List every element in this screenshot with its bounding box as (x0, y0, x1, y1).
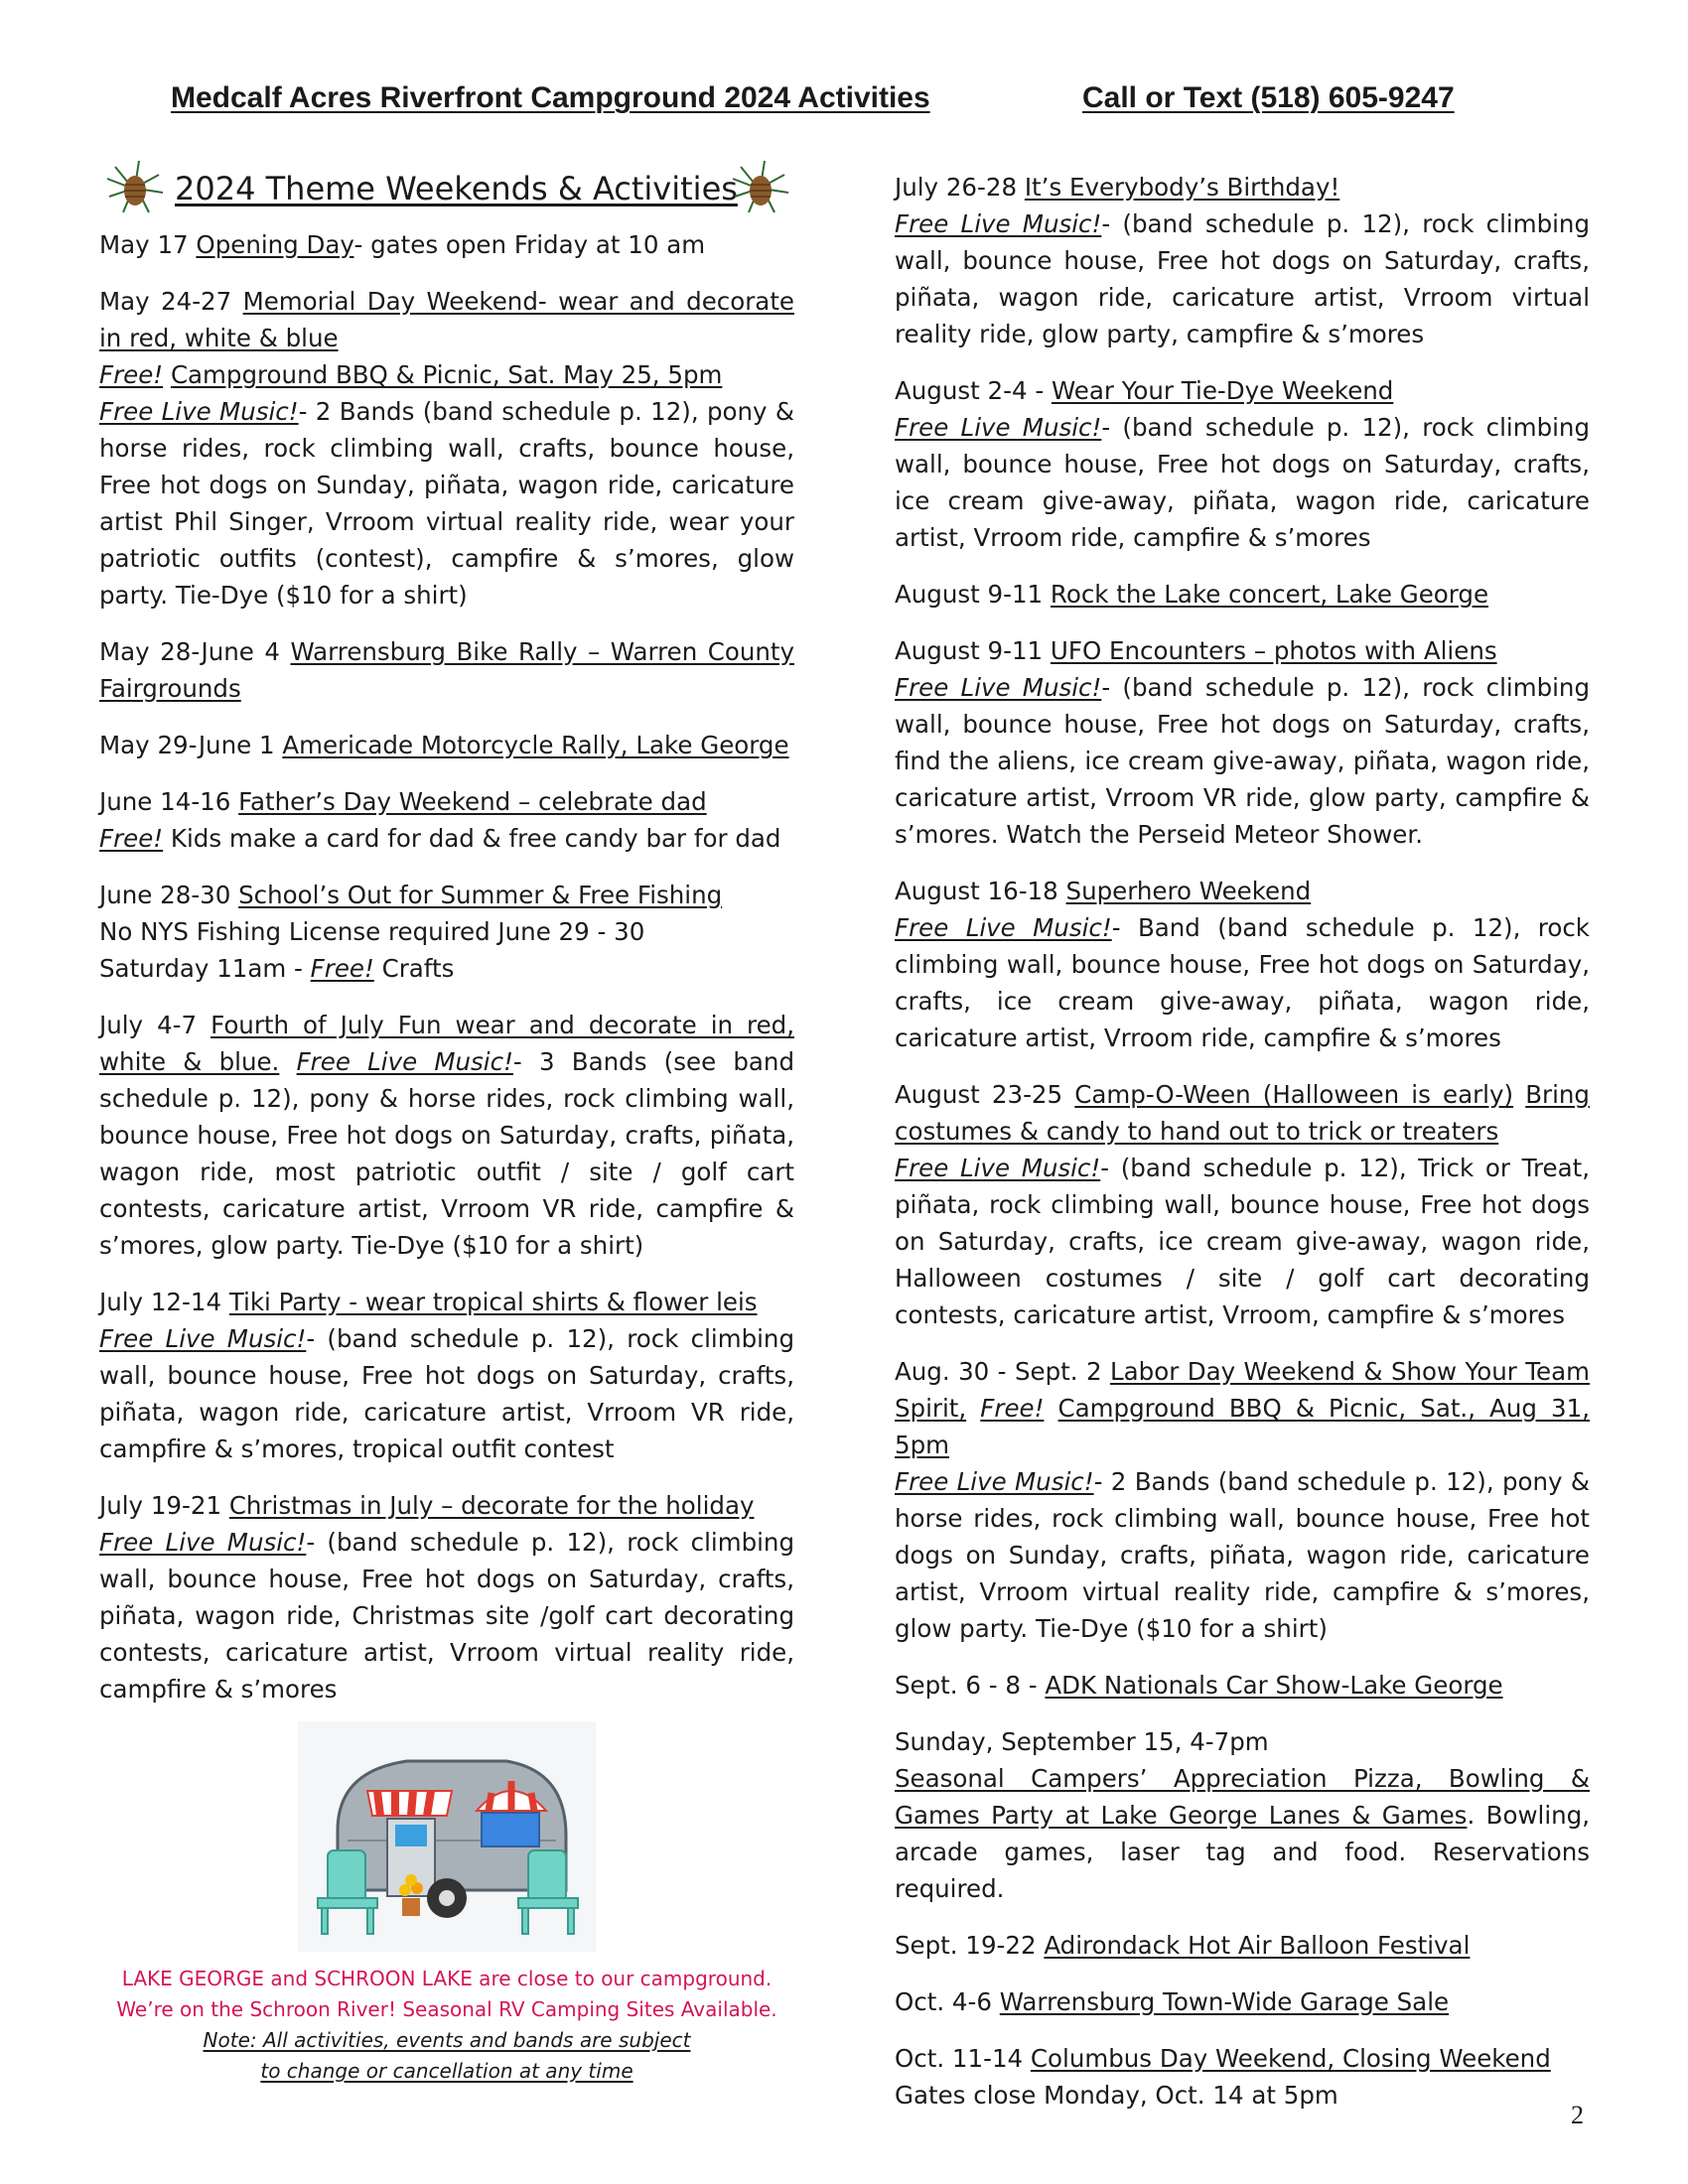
event-text: July 12-14 (99, 1288, 229, 1316)
event-text: July 4-7 (99, 1011, 211, 1039)
event-title: Campground BBQ & Picnic, Sat. May 25, 5pm (170, 360, 723, 389)
event-title: UFO Encounters – photos with Aliens (1050, 636, 1497, 665)
left-column (99, 161, 794, 1727)
event-entry (895, 632, 1590, 853)
event-title: Campground BBQ & Picnic, Sat., Aug 31, 5pm (895, 1394, 1591, 1459)
event-title: Rock the Lake concert, Lake George (1050, 580, 1489, 609)
event-text: Aug. 30 - Sept. 2 (895, 1357, 1111, 1386)
footnote-sites: We’re on the Schroon River! Seasonal RV Camping Sites Available. (116, 1997, 777, 2021)
event-text: May 24-27 (99, 287, 243, 316)
event-title: Opening Day (196, 230, 354, 259)
event-entry (895, 1667, 1590, 1704)
event-text: May 29-June 1 (99, 731, 283, 759)
event-text: August 23-25 (895, 1080, 1075, 1109)
event-entry (99, 1284, 794, 1467)
event-title: Memorial Day Weekend- wear and decorate in red, white & blue (99, 287, 794, 352)
event-text: - (band schedule p. 12), rock climbing wall, bounce house, Free hot dogs on Saturday, crafts, find the aliens, ice cream give-away, piñata, wagon ride, caricature artist, Vrroom VR ride, glow party, campfire & s’mores. Watch the Perseid Meteor Shower. (895, 673, 1591, 849)
event-title: Adirondack Hot Air Balloon Festival (1044, 1931, 1471, 1960)
event-text: - (band schedule p. 12), rock climbing wall, bounce house, Free hot dogs on Saturday, crafts, ice cream give-away, piñata, wagon ride, caricature artist, Vrroom ride, campfire & s’mores (895, 413, 1591, 552)
footnote-note-2: to change or cancellation at any time (260, 2059, 633, 2083)
event-text: July 19-21 (99, 1491, 229, 1520)
free-label: Free Live Music! (99, 1324, 307, 1353)
header-title: Medcalf Acres Riverfront Campground 2024 Activities (171, 81, 930, 114)
event-text: - 2 Bands (band schedule p. 12), pony & horse rides, rock climbing wall, crafts, bounce house, Free hot dogs on Sunday, piñata, wagon ride, caricature artist Phil Singer, Vrroom virtual reality ride, wear your patriotic outfits (contest), campfire & s’mores, glow party. Tie-Dye ($10 for a shirt) (99, 397, 794, 610)
event-text: Oct. 4-6 (895, 1987, 1000, 2016)
free-label: Free! (310, 954, 374, 983)
event-text: Sept. 19-22 (895, 1931, 1045, 1960)
page-number: 2 (1571, 2101, 1584, 2129)
event-entry (99, 226, 794, 263)
event-text: . Bowling, arcade games, laser tag and food. Reservations required. (895, 1801, 1590, 1903)
event-text: May 17 (99, 230, 197, 259)
event-entry (895, 169, 1590, 352)
header-phone: Call or Text (518) 605-9247 (1082, 81, 1455, 114)
camper-trailer-icon (298, 1721, 596, 1952)
free-label: Free Live Music! (99, 1528, 307, 1557)
pinecone-icon (729, 157, 792, 220)
event-text: Oct. 11-14 (895, 2044, 1031, 2073)
event-title: Seasonal Campers’ Appreciation Pizza, Bowling & Games Party at Lake George Lanes & Games (895, 1764, 1590, 1830)
left-entry-list (99, 226, 794, 1707)
event-text: - 3 Bands (see band schedule p. 12), pony & horse rides, rock climbing wall, bounce house, Free hot dogs on Saturday, crafts, piñata, wagon ride, most patriotic outfit / site / golf cart contests, caricature artist, Vrroom VR ride, campfire & s’mores, glow party. Tie-Dye ($10 for a shirt) (99, 1047, 795, 1260)
event-entry (99, 283, 794, 614)
event-entry (99, 877, 794, 987)
free-label: Free Live Music! (296, 1047, 513, 1076)
event-text: - Band (band schedule p. 12), rock climbing wall, bounce house, Free hot dogs on Saturday, crafts, ice cream give-away, piñata, wagon ride, caricature artist, Vrroom ride, campfire & s’mores (895, 913, 1590, 1052)
event-entry (99, 1007, 794, 1264)
event-text: Gates close Monday, Oct. 14 at 5pm (895, 2081, 1338, 2110)
free-label: Free! (99, 824, 164, 853)
free-label: Free Live Music! (895, 913, 1112, 942)
footnote-note-1: Note: All activities, events and bands are subject (203, 2028, 691, 2052)
event-title: Christmas in July – decorate for the holiday (228, 1491, 755, 1520)
event-text (163, 360, 171, 389)
event-text: July 26-28 (895, 173, 1025, 202)
free-label: Free Live Music! (895, 673, 1102, 702)
event-text: Saturday 11am - (99, 954, 311, 983)
event-title: Bring costumes & candy to hand out to trick or treaters (895, 1080, 1590, 1146)
event-text: Sept. 6 - 8 - (895, 1671, 1046, 1700)
event-title: Fourth of July Fun wear and decorate in red, white & blue. (99, 1011, 794, 1076)
event-entry (99, 1487, 794, 1707)
right-entry-list (895, 169, 1590, 2114)
event-entry (895, 576, 1590, 613)
event-text: August 9-11 (895, 636, 1051, 665)
event-text: No NYS Fishing License required June 29 - 30 (99, 917, 645, 946)
camper-illustration (298, 1721, 596, 1952)
page-header (171, 81, 1521, 115)
event-text: August 9-11 (895, 580, 1051, 609)
event-entry (895, 2040, 1590, 2114)
event-entry (99, 783, 794, 857)
event-entry (99, 633, 794, 707)
event-text (1513, 1080, 1525, 1109)
free-label: Free! (980, 1394, 1045, 1423)
event-entry (895, 873, 1590, 1056)
event-entry (895, 1983, 1590, 2020)
event-text: Sunday, September 15, 4-7pm (895, 1727, 1269, 1756)
free-label: Free Live Music! (895, 209, 1102, 238)
event-title: Superhero Weekend (1065, 877, 1312, 905)
event-title: Warrensburg Bike Rally – Warren County Fairgrounds (99, 637, 794, 703)
event-text: Crafts (373, 954, 455, 983)
event-text: - (band schedule p. 12), rock climbing wall, bounce house, Free hot dogs on Saturday, crafts, piñata, wagon ride, caricature artist, Vrroom VR ride, campfire & s’mores, tropical outfit contest (99, 1324, 795, 1463)
right-column (895, 169, 1590, 2133)
event-title: Warrensburg Town-Wide Garage Sale (999, 1987, 1450, 2016)
event-entry (895, 1927, 1590, 1964)
event-text (966, 1394, 980, 1423)
event-title: Father’s Day Weekend – celebrate dad (238, 787, 707, 816)
event-title: Wear Your Tie-Dye Weekend (1051, 376, 1394, 405)
free-label: Free Live Music! (99, 397, 299, 426)
event-title: Columbus Day Weekend, Closing Weekend (1030, 2044, 1551, 2073)
event-title: Americade Motorcycle Rally, Lake George (282, 731, 789, 759)
event-text: June 28-30 (99, 881, 239, 909)
free-label: Free Live Music! (895, 1154, 1101, 1182)
event-entry (99, 727, 794, 763)
theme-title-block (99, 161, 794, 216)
free-label: Free Live Music! (895, 1467, 1094, 1496)
free-label: Free! (99, 360, 164, 389)
event-text (279, 1047, 296, 1076)
footnote (99, 1964, 794, 2087)
event-text: - 2 Bands (band schedule p. 12), pony & horse rides, rock climbing wall, bounce house, Free hot dogs on Sunday, crafts, piñata, wagon ride, caricature artist, Vrroom virtual reality ride, campfire & s’mores, glow party. Tie-Dye ($10 for a shirt) (895, 1467, 1590, 1643)
event-text: May 28-June 4 (99, 637, 291, 666)
event-entry (895, 1076, 1590, 1333)
event-text: June 14-16 (99, 787, 239, 816)
pinecone-icon (103, 157, 167, 220)
event-entry (895, 1353, 1590, 1647)
event-title: It’s Everybody’s Birthday! (1024, 173, 1340, 202)
event-entry (895, 1723, 1590, 1907)
event-title: Labor Day Weekend & Show Your Team Spirit, (895, 1357, 1590, 1423)
event-text: - (band schedule p. 12), Trick or Treat, piñata, rock climbing wall, bounce house, Free hot dogs on Saturday, crafts, ice cream give-away, wagon ride, Halloween costumes / site / golf cart decorating contests, caricature artist, Vrroom, campfire & s’mores (895, 1154, 1591, 1329)
event-title: School’s Out for Summer & Free Fishing (238, 881, 723, 909)
event-text: - (band schedule p. 12), rock climbing wall, bounce house, Free hot dogs on Saturday, crafts, piñata, wagon ride, caricature artist, Vrroom virtual reality ride, glow party, campfire & s’mores (895, 209, 1591, 348)
event-title: ADK Nationals Car Show-Lake George (1045, 1671, 1503, 1700)
event-text: August 16-18 (895, 877, 1066, 905)
event-title: Tiki Party - wear tropical shirts & flower leis (228, 1288, 758, 1316)
event-text: Kids make a card for dad & free candy bar for dad (163, 824, 781, 853)
free-label: Free Live Music! (895, 413, 1102, 442)
event-text (1044, 1394, 1057, 1423)
event-text: - (band schedule p. 12), rock climbing wall, bounce house, Free hot dogs on Saturday, crafts, piñata, wagon ride, Christmas site /golf cart decorating contests, caricature artist, Vrroom virtual reality ride, campfire & s’mores (99, 1528, 795, 1704)
event-title: Camp-O-Ween (Halloween is early) (1074, 1080, 1514, 1109)
event-text: - gates open Friday at 10 am (353, 230, 706, 259)
theme-title-text: 2024 Theme Weekends & Activities (175, 170, 738, 207)
event-text: August 2-4 - (895, 376, 1052, 405)
event-entry (895, 372, 1590, 556)
footnote-lakes: LAKE GEORGE and SCHROON LAKE are close to our campground. (121, 1967, 773, 1990)
